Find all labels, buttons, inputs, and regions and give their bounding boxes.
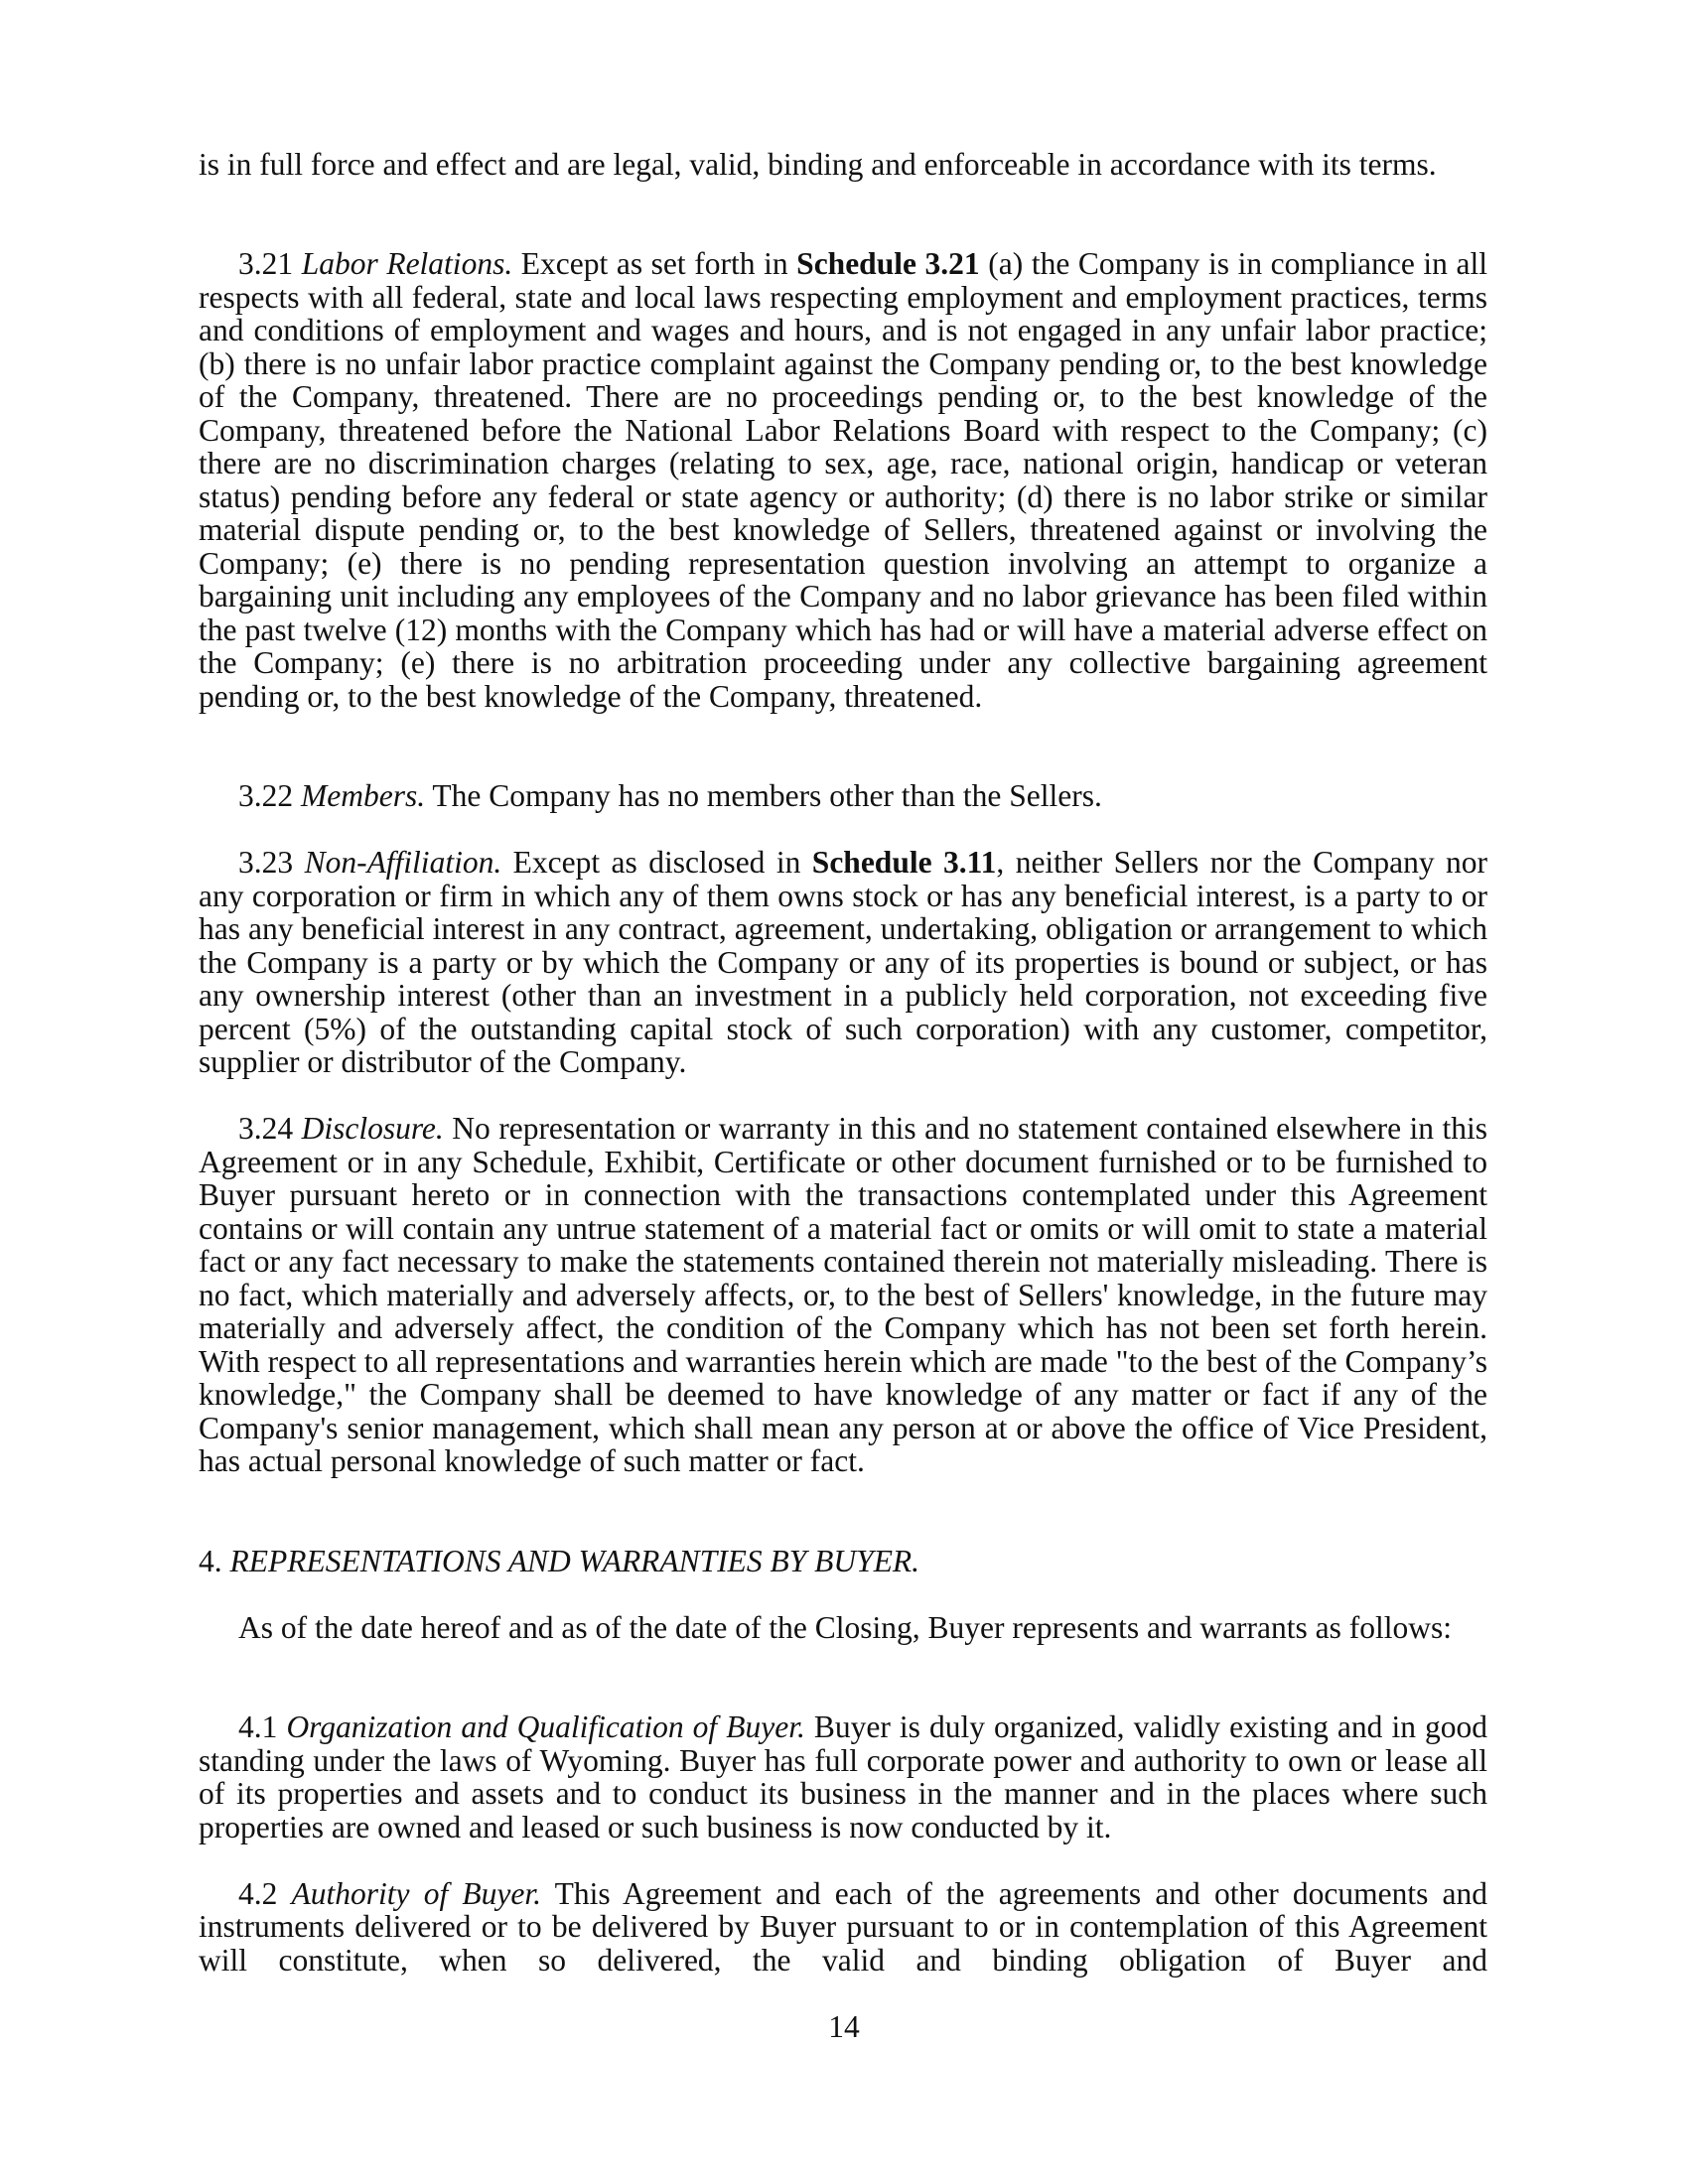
section-title: Disclosure. <box>301 1111 444 1147</box>
section-3-22-members <box>199 779 1487 813</box>
section-4-1-organization <box>199 1710 1487 1843</box>
section-number: 4.1 <box>238 1709 287 1745</box>
section-number: 3.23 <box>238 845 305 881</box>
section-3-23-non-affiliation <box>199 846 1487 1079</box>
section-title: Non-Affiliation. <box>304 845 502 881</box>
section-title: Labor Relations. <box>301 246 513 282</box>
section-number: 4.2 <box>238 1875 292 1911</box>
section-3-21-labor-relations <box>199 247 1487 713</box>
section-text: As of the date hereof and as of the date of the Closing, Buyer represents and warrants as follows: <box>238 1609 1453 1645</box>
section-title: Organization and Qualification of Buyer. <box>286 1709 805 1745</box>
section-number: 3.21 <box>238 246 302 282</box>
section-4-heading <box>199 1545 1487 1578</box>
section-number: 3.24 <box>238 1111 302 1147</box>
section-text: This Agreement and each of the agreements and other documents and instruments delivered or to be delivered by Buyer pursuant to or in contemplation of this Agreement will constitute, when so delivered, the valid and binding obligation of Buyer and <box>199 1875 1487 1978</box>
section-text: (a) the Company is in compliance in all respects with all federal, state and local laws respecting employment and employment practices, terms and conditions of employment and wages and hours, and is not engaged in any unfair labor practice; (b) there is no unfair labor practice complaint against the Company pending or, to the best knowledge of the Company, threatened. There are no proceedings pending or, to the best knowledge of the Company, threatened before the National Labor Relations Board with respect to the Company; (c) there are no discrimination charges (relating to sex, age, race, national origin, handicap or veteran status) pending before any federal or state agency or authority; (d) there is no labor strike or similar material dispute pending or, to the best knowledge of Sellers, threatened against or involving the Company; (e) there is no pending representation question involving an attempt to organize a bargaining unit including any employees of the Company and no labor grievance has been filed within the past twelve (12) months with the Company which has had or will have a material adverse effect on the Company; (e) there is no arbitration proceeding under any collective bargaining agreement pending or, to the best knowledge of the Company, threatened. <box>199 246 1488 714</box>
schedule-reference: Schedule 3.21 <box>796 246 980 282</box>
section-text: , neither Sellers nor the Company nor any corporation or firm in which any of them owns stock or has any beneficial interest, is a party to or has any beneficial interest in any contract, agreement, undertaking, obligation or arrangement to which the Company is a party or by which the Company or any of its properties is bound or subject, or has any ownership interest (other than an investment in a publicly held corporation, not exceeding five percent (5%) of the outstanding capital stock of such corporation) with any customer, competitor, supplier or distributor of the Company. <box>199 845 1487 1080</box>
section-text: The Company has no members other than the Sellers. <box>425 778 1102 814</box>
section-3-24-disclosure <box>199 1112 1487 1478</box>
section-4-2-authority <box>199 1877 1487 1978</box>
section-title: Members. <box>301 778 426 814</box>
section-number: 3.22 <box>238 778 301 814</box>
section-text: Except as disclosed in <box>501 845 812 881</box>
section-title: Authority of Buyer. <box>291 1875 541 1911</box>
schedule-reference: Schedule 3.11 <box>811 845 997 881</box>
section-number: 4. <box>199 1543 230 1578</box>
page-number: 14 <box>828 2009 860 2044</box>
section-text: Except as set forth in <box>512 246 797 282</box>
paragraph-text: is in full force and effect and are legal, valid, binding and enforceable in accordance with its terms. <box>199 146 1437 182</box>
section-4-intro <box>199 1611 1487 1645</box>
section-text: No representation or warranty in this and no statement contained elsewhere in this Agreement or in any Schedule, Exhibit, Certificate or other document furnished or to be furnished to Buyer pursuant hereto or in connection with the transactions contemplated under this Agreement contains or will contain any untrue statement of a material fact or omits or will omit to state a material fact or any fact necessary to make the statements contained therein not materially misleading. There is no fact, which materially and adversely affects, or, to the best of Sellers' knowledge, in the future may materially and adversely affect, the condition of the Company which has not been set forth herein. With respect to all representations and warranties herein which are made "to the best of the Company’s knowledge," the Company shall be deemed to have knowledge of any matter or fact if any of the Company's senior management, which shall mean any person at or above the office of Vice President, has actual personal knowledge of such matter or fact. <box>199 1111 1488 1479</box>
section-heading-title: REPRESENTATIONS AND WARRANTIES BY BUYER. <box>229 1543 920 1578</box>
section-text: Buyer is duly organized, validly existing and in good standing under the laws of Wyoming. Buyer has full corporate power and authority to own or lease all of its properties and assets and to conduct its business in the manner and in the places where such properties are owned and leased or such business is now conducted by it. <box>199 1709 1488 1844</box>
paragraph-continued <box>199 148 1487 182</box>
